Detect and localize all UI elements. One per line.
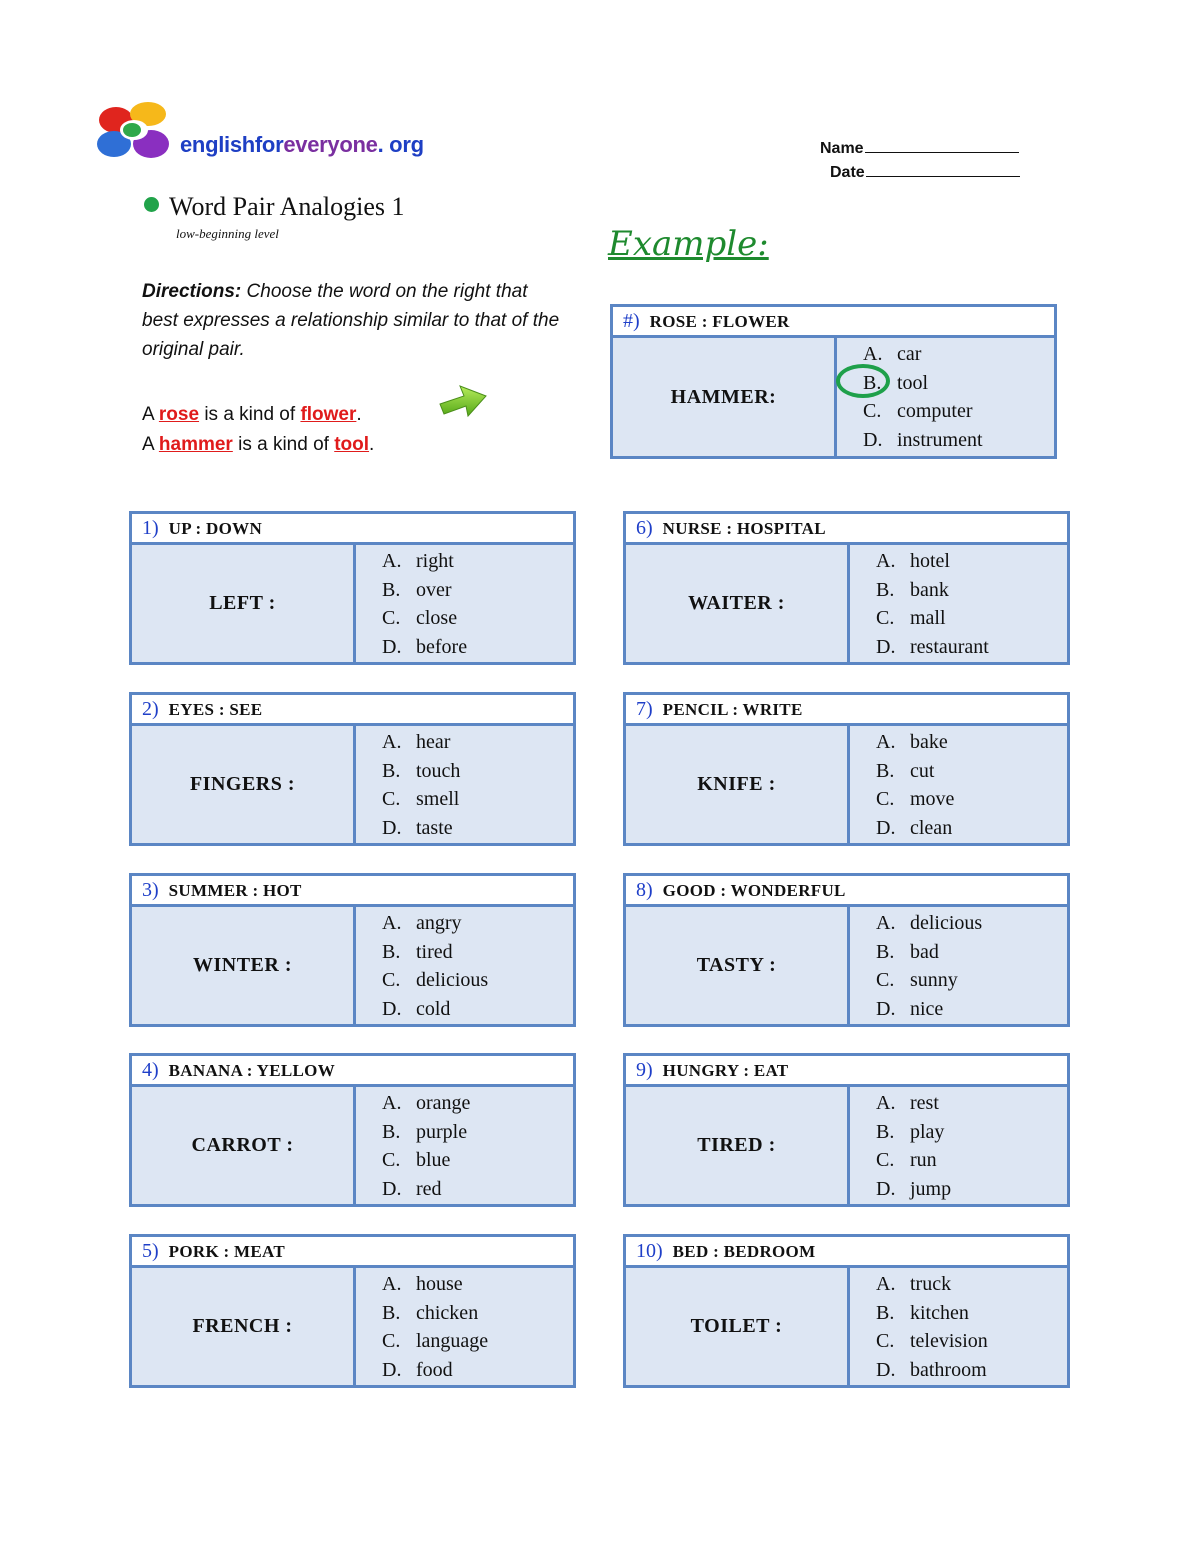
- stem-word: WAITER :: [626, 545, 850, 662]
- option-d[interactable]: D. nice: [876, 997, 944, 1020]
- question-number: #): [623, 310, 640, 332]
- option-d[interactable]: D. jump: [876, 1177, 952, 1200]
- option-d[interactable]: D. clean: [876, 816, 953, 839]
- option-b[interactable]: B. cut: [876, 759, 935, 782]
- question-number: 7): [636, 698, 653, 720]
- question-box-2: [129, 692, 576, 846]
- option-c[interactable]: C. television: [876, 1330, 988, 1352]
- question-number: 5): [142, 1240, 159, 1262]
- option-d[interactable]: D. instrument: [863, 428, 983, 451]
- stem-word: CARROT :: [132, 1087, 356, 1204]
- option-a[interactable]: A. delicious: [876, 912, 983, 934]
- logo-puzzle-icon: [96, 100, 172, 162]
- stem-word: KNIFE :: [626, 726, 850, 843]
- worksheet-title: Word Pair Analogies 1: [144, 192, 405, 222]
- option-b[interactable]: B. bad: [876, 940, 939, 963]
- options: [852, 545, 1067, 662]
- example-box: [610, 304, 1057, 459]
- option-c[interactable]: C. sunny: [876, 969, 958, 991]
- option-b[interactable]: B. tool: [863, 371, 929, 394]
- question-box-7: [623, 692, 1070, 846]
- question-number: 6): [636, 517, 653, 539]
- stem-word: FRENCH :: [132, 1268, 356, 1385]
- word-pair: ROSE : FLOWER: [649, 312, 790, 331]
- stem-word: TIRED :: [626, 1087, 850, 1204]
- stem-word: HAMMER:: [613, 338, 837, 456]
- option-b[interactable]: B. purple: [382, 1120, 468, 1143]
- option-a[interactable]: A. hear: [382, 731, 451, 753]
- question-box-1: [129, 511, 576, 665]
- example-sentences: [142, 400, 374, 460]
- option-c[interactable]: C. close: [382, 607, 458, 629]
- option-b[interactable]: B. kitchen: [876, 1301, 969, 1324]
- option-b[interactable]: B. over: [382, 578, 452, 601]
- answer-circle-mark: [836, 364, 890, 398]
- word-pair: BANANA : YELLOW: [168, 1061, 336, 1080]
- question-number: 4): [142, 1059, 159, 1081]
- word-pair: GOOD : WONDERFUL: [662, 881, 846, 900]
- arrow-right-icon: [434, 374, 490, 420]
- stem-word: LEFT :: [132, 545, 356, 662]
- option-c[interactable]: C. computer: [863, 400, 973, 422]
- question-number: 2): [142, 698, 159, 720]
- question-number: 9): [636, 1059, 653, 1081]
- question-number: 10): [636, 1240, 663, 1262]
- stem-word: FINGERS :: [132, 726, 356, 843]
- option-a[interactable]: A. hotel: [876, 550, 950, 572]
- option-d[interactable]: D. restaurant: [876, 635, 989, 658]
- stem-word: TASTY :: [626, 907, 850, 1024]
- option-d[interactable]: D. food: [382, 1358, 453, 1381]
- question-number: 3): [142, 879, 159, 901]
- option-d[interactable]: D. red: [382, 1177, 442, 1200]
- option-d[interactable]: D. cold: [382, 997, 451, 1020]
- options: [852, 1087, 1067, 1204]
- example-label: Example:: [608, 224, 769, 264]
- logo-text: englishforeveryone. org: [180, 132, 424, 157]
- question-box-6: [623, 511, 1070, 665]
- name-field[interactable]: Name: [820, 138, 1019, 158]
- bullet-icon: [144, 197, 159, 212]
- stem-word: TOILET :: [626, 1268, 850, 1385]
- option-a[interactable]: A. house: [382, 1273, 463, 1295]
- option-a[interactable]: A. right: [382, 550, 454, 572]
- options: [358, 1087, 573, 1204]
- sentence-1: A rose is a kind of flower.: [142, 404, 362, 425]
- option-b[interactable]: B. touch: [382, 759, 461, 782]
- stem-word: WINTER :: [132, 907, 356, 1024]
- option-c[interactable]: C. smell: [382, 788, 460, 810]
- option-a[interactable]: A. truck: [876, 1273, 952, 1295]
- options: [358, 907, 573, 1024]
- question-number: 8): [636, 879, 653, 901]
- question-box-10: [623, 1234, 1070, 1388]
- option-c[interactable]: C. move: [876, 788, 955, 810]
- option-b[interactable]: B. tired: [382, 940, 453, 963]
- options: [358, 1268, 573, 1385]
- option-c[interactable]: C. blue: [382, 1149, 451, 1171]
- question-box-8: [623, 873, 1070, 1027]
- level-label: low-beginning level: [176, 226, 279, 241]
- word-pair: SUMMER : HOT: [168, 881, 302, 900]
- word-pair: EYES : SEE: [168, 700, 263, 719]
- date-field[interactable]: Date: [830, 162, 1020, 182]
- option-c[interactable]: C. delicious: [382, 969, 489, 991]
- question-box-9: [623, 1053, 1070, 1207]
- word-pair: PORK : MEAT: [168, 1242, 285, 1261]
- options: [852, 1268, 1067, 1385]
- word-pair: PENCIL : WRITE: [662, 700, 803, 719]
- word-pair: UP : DOWN: [168, 519, 263, 538]
- options: [358, 545, 573, 662]
- question-number: 1): [142, 517, 159, 539]
- option-c[interactable]: C. mall: [876, 607, 946, 629]
- question-box-5: [129, 1234, 576, 1388]
- option-c[interactable]: C. run: [876, 1149, 937, 1171]
- option-a[interactable]: A. car: [863, 343, 922, 365]
- option-b[interactable]: B. play: [876, 1120, 945, 1143]
- options: [852, 726, 1067, 843]
- options: [852, 907, 1067, 1024]
- option-a[interactable]: A. angry: [382, 912, 462, 934]
- option-d[interactable]: D. before: [382, 635, 468, 658]
- directions: Directions: Choose the word on the right that best expresses a relationship similar to that of the original pair.: [142, 281, 560, 360]
- option-d[interactable]: D. bathroom: [876, 1358, 987, 1381]
- option-a[interactable]: A. rest: [876, 1092, 939, 1114]
- question-box-3: [129, 873, 576, 1027]
- question-box-4: [129, 1053, 576, 1207]
- option-a[interactable]: A. bake: [876, 731, 948, 753]
- option-d[interactable]: D. taste: [382, 816, 453, 839]
- word-pair: BED : BEDROOM: [672, 1242, 816, 1261]
- options: [358, 726, 573, 843]
- word-pair: HUNGRY : EAT: [662, 1061, 789, 1080]
- option-c[interactable]: C. language: [382, 1330, 489, 1352]
- word-pair: NURSE : HOSPITAL: [662, 519, 826, 538]
- sentence-2: A hammer is a kind of tool.: [142, 434, 375, 455]
- option-a[interactable]: A. orange: [382, 1092, 471, 1114]
- option-b[interactable]: B. chicken: [382, 1301, 479, 1324]
- option-b[interactable]: B. bank: [876, 578, 949, 601]
